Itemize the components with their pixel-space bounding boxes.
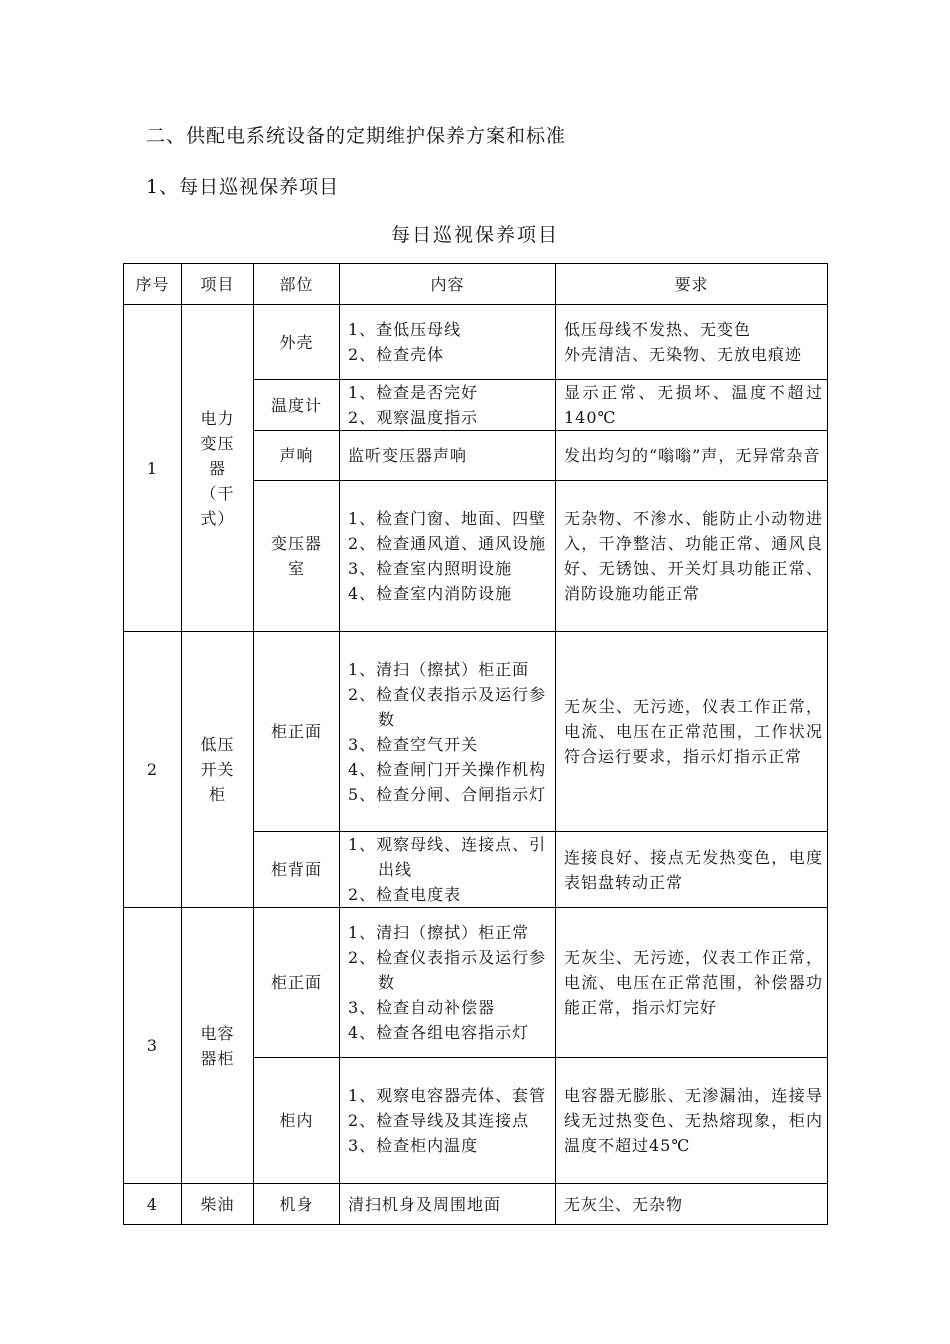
table-row [124,305,828,380]
equipment-name: 低压开关柜 [182,632,254,908]
inspection-content: 1、检查是否完好 2、观察温度指示 [340,380,556,431]
subsection-heading: 1、每日巡视保养项目 [146,176,340,198]
table-header-row [124,264,828,305]
inspection-part: 柜正面 [254,632,340,832]
table-row [124,1184,828,1225]
inspection-requirement: 显示正常、无损坏、温度不超过 140℃ [556,380,828,431]
equipment-name: 柴油 [182,1184,254,1225]
equipment-name: 电容器柜 [182,908,254,1184]
inspection-part: 柜内 [254,1058,340,1184]
table-row [124,908,828,1058]
col-header-item: 项目 [182,264,254,305]
col-header-no: 序号 [124,264,182,305]
inspection-requirement: 低压母线不发热、无变色 外壳清洁、无染物、无放电痕迹 [556,305,828,380]
inspection-requirement: 无灰尘、无污迹，仪表工作正常，电流、电压在正常范围，补偿器功能正常，指示灯完好 [556,908,828,1058]
equipment-name: 电力变压器（干式） [182,305,254,632]
inspection-content: 1、观察电容器壳体、套管 2、检查导线及其连接点 3、检查柜内温度 [340,1058,556,1184]
inspection-part: 变压器室 [254,481,340,632]
inspection-part: 外壳 [254,305,340,380]
inspection-part: 柜正面 [254,908,340,1058]
table-row [124,632,828,832]
inspection-requirement: 无杂物、不渗水、能防止小动物进入，干净整洁、功能正常、通风良好、无锈蚀、开关灯具功能正常、消防设施功能正常 [556,481,828,632]
inspection-content: 清扫机身及周围地面 [340,1184,556,1225]
inspection-content: 1、查低压母线 2、检查壳体 [340,305,556,380]
inspection-content: 1、清扫（擦拭）柜正常 2、检查仪表指示及运行参数 3、检查自动补偿器 4、检查各组电容指示灯 [340,908,556,1058]
table-caption: 每日巡视保养项目 [390,224,559,246]
inspection-content: 1、清扫（擦拭）柜正面 2、检查仪表指示及运行参数 3、检查空气开关 4、检查闸门开关操作机构 5、检查分闸、合闸指示灯 [340,632,556,832]
col-header-part: 部位 [254,264,340,305]
row-number: 2 [124,632,182,908]
inspection-requirement: 连接良好、接点无发热变色，电度表铝盘转动正常 [556,832,828,908]
inspection-part: 声响 [254,431,340,481]
inspection-requirement: 电容器无膨胀、无渗漏油，连接导线无过热变色、无热熔现象，柜内温度不超过45℃ [556,1058,828,1184]
inspection-content: 监听变压器声响 [340,431,556,481]
inspection-part: 温度计 [254,380,340,431]
inspection-content: 1、检查门窗、地面、四壁 2、检查通风道、通风设施 3、检查室内照明设施 4、检查室内消防设施 [340,481,556,632]
inspection-requirement: 无灰尘、无杂物 [556,1184,828,1225]
inspection-part: 机身 [254,1184,340,1225]
inspection-part: 柜背面 [254,832,340,908]
inspection-requirement: 无灰尘、无污迹，仪表工作正常，电流、电压在正常范围，工作状况符合运行要求，指示灯指示正常 [556,632,828,832]
maintenance-table [123,263,828,1225]
col-header-requirement: 要求 [556,264,828,305]
col-header-content: 内容 [340,264,556,305]
row-number: 3 [124,908,182,1184]
section-heading: 二、供配电系统设备的定期维护保养方案和标准 [146,125,567,147]
inspection-content: 1、观察母线、连接点、引出线 2、检查电度表 [340,832,556,908]
inspection-requirement: 发出均匀的“嗡嗡”声，无异常杂音 [556,431,828,481]
row-number: 4 [124,1184,182,1225]
row-number: 1 [124,305,182,632]
